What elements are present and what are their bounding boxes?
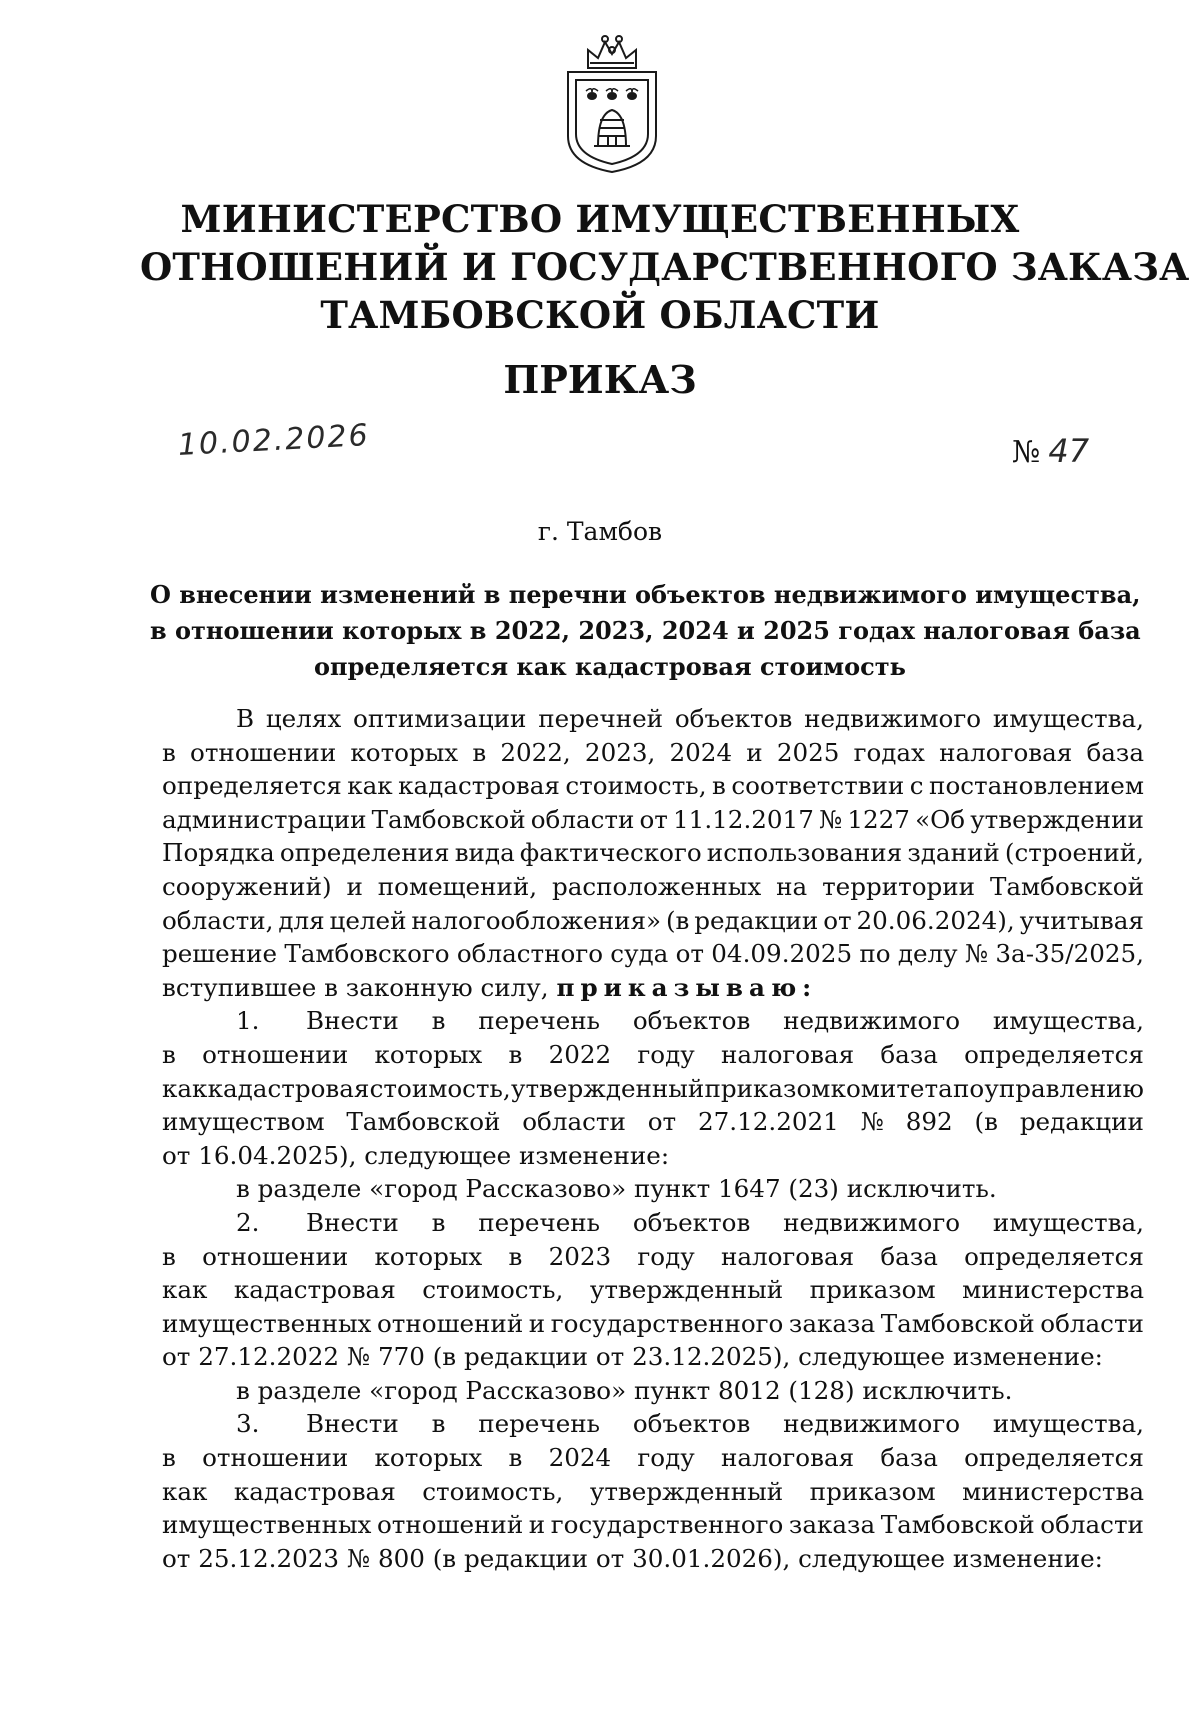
item-line: в отношении которых в 2022 году налоговая база определяется [162, 1039, 1144, 1069]
ministry-line-2: ОТНОШЕНИЙ И ГОСУДАРСТВЕННОГО ЗАКАЗА [140, 245, 1190, 289]
order-number [1012, 432, 1089, 470]
item-3-line-1 [162, 1407, 1144, 1441]
item-line: имуществом Тамбовской области от 27.12.2021 № 892 (в редакции [162, 1107, 1144, 1137]
item-line: от 27.12.2022 № 770 (в редакции от 23.12.2025), следующее изменение: [162, 1342, 1103, 1372]
number-label: № [1012, 435, 1041, 470]
preamble-line: сооружений) и помещений, расположенных на территории Тамбовской [162, 871, 1144, 901]
city: г. Тамбов [537, 517, 663, 546]
order-command: приказываю: [556, 972, 818, 1002]
item-text: Внести в перечень объектов недвижимого имущества, [306, 1207, 1144, 1237]
order-title: ПРИКАЗ [503, 357, 697, 402]
handwritten-date: 10.02.2026 [177, 417, 371, 463]
preamble-line: В целях оптимизации перечней объектов недвижимого имущества, [236, 704, 1144, 733]
ministry-line-1: МИНИСТЕРСТВО ИМУЩЕСТВЕННЫХ [180, 197, 1020, 241]
preamble-line: Порядка определения вида фактического использования зданий (строений, [162, 838, 1144, 868]
handwritten-number: 47 [1048, 432, 1090, 470]
order-subject [150, 577, 1141, 685]
item-line: в отношении которых в 2024 году налоговая база определяется [162, 1443, 1144, 1473]
item-line: от 16.04.2025), следующее изменение: [162, 1140, 670, 1170]
subject-line-2: в отношении которых в 2022, 2023, 2024 и 2025 годах налоговая база [150, 616, 1141, 645]
item-line: как кадастровая стоимость, утвержденный приказом министерства [162, 1476, 1144, 1506]
item-line: как кадастровая стоимость, утвержденный приказом комитета по управлению [162, 1073, 1144, 1103]
subject-line-3: определяется как кадастровая стоимость [314, 652, 906, 681]
preamble-line: вступившее в законную силу, [162, 972, 549, 1002]
preamble-line: области, для целей налогообложения» (в редакции от 20.06.2024), учитывая [162, 905, 1144, 935]
item-line: имущественных отношений и государственного заказа Тамбовской области [162, 1308, 1144, 1338]
preamble-line: в отношении которых в 2022, 2023, 2024 и 2025 годах налоговая база [162, 737, 1144, 767]
item-text: Внести в перечень объектов недвижимого имущества, [306, 1409, 1144, 1439]
preamble-last-line [162, 971, 1144, 1005]
item-1-line-1 [162, 1004, 1144, 1038]
item-text: Внести в перечень объектов недвижимого имущества, [306, 1006, 1144, 1036]
preamble-line: администрации Тамбовской области от 11.12.2017 № 1227 «Об утверждении [162, 804, 1144, 834]
coat-of-arms-emblem [558, 28, 666, 176]
item-line: в отношении которых в 2023 году налоговая база определяется [162, 1241, 1144, 1271]
subject-line-1: О внесении изменений в перечни объектов недвижимого имущества, [150, 580, 1141, 609]
item-line: имущественных отношений и государственного заказа Тамбовской области [162, 1510, 1144, 1540]
order-body [162, 702, 1144, 1575]
item-change: в разделе «город Рассказово» пункт 8012 (128) исключить. [236, 1375, 1013, 1405]
preamble-line: решение Тамбовского областного суда от 04.09.2025 по делу № 3а-35/2025, [162, 939, 1144, 969]
item-number: 2. [236, 1207, 260, 1237]
ministry-line-3: ТАМБОВСКОЙ ОБЛАСТИ [320, 293, 880, 337]
preamble-line: определяется как кадастровая стоимость, в соответствии с постановлением [162, 771, 1144, 801]
item-change: в разделе «город Рассказово» пункт 1647 (23) исключить. [236, 1174, 997, 1204]
item-2-line-1 [162, 1206, 1144, 1240]
ministry-name [140, 195, 1190, 339]
item-number: 3. [236, 1409, 260, 1439]
item-number: 1. [236, 1006, 260, 1036]
item-line: как кадастровая стоимость, утвержденный приказом министерства [162, 1275, 1144, 1305]
item-line: от 25.12.2023 № 800 (в редакции от 30.01.2026), следующее изменение: [162, 1543, 1103, 1573]
